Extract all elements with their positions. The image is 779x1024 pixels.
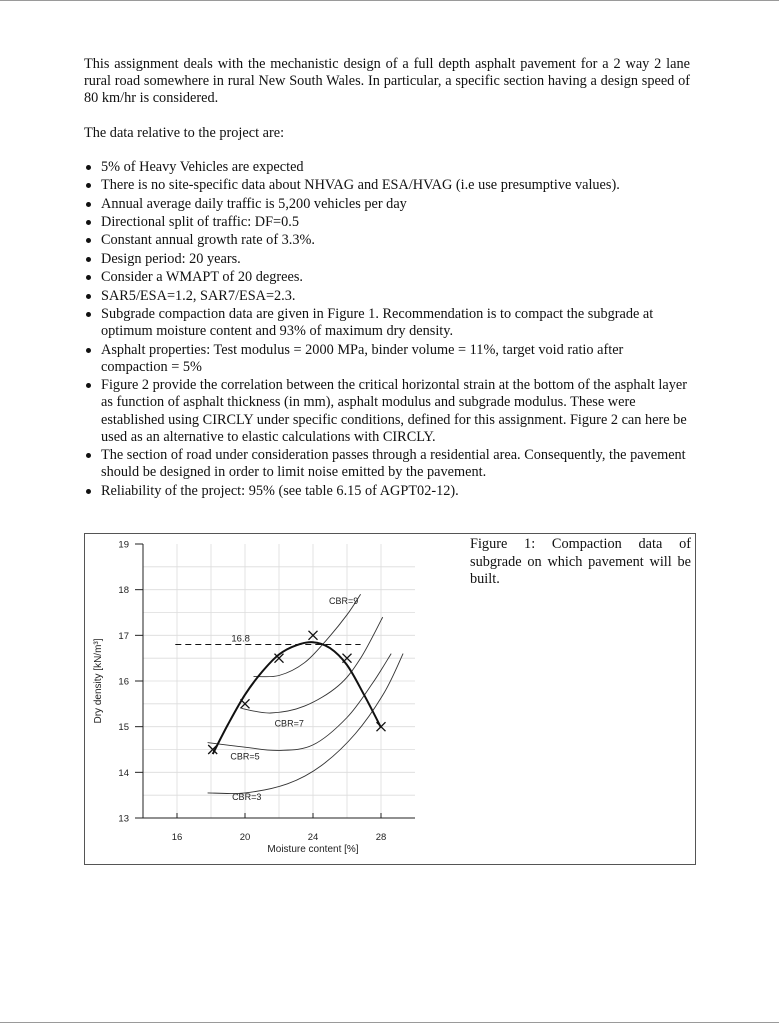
chart-labels: [230, 596, 358, 802]
x-tick-label: 28: [375, 832, 387, 843]
max-density-label: 16.8: [231, 633, 250, 645]
bullet-dot-icon: [86, 383, 91, 388]
y-tick-label: 14: [118, 767, 129, 779]
bullet-text: Figure 2 provide the correlation between the critical horizontal strain at the bottom of the asphalt layer as function of asphalt thickness (in mm), asphalt modulus and subgrade modulus. These were established using CIRCLY under specific conditions, defined for this assignment. Figure 2 can here be used as an alternative to elastic calculations with CIRCLY.: [101, 377, 687, 445]
bullet-text: Directional split of traffic: DF=0.5: [101, 213, 299, 230]
series-label: CBR=3: [232, 791, 262, 802]
bullet-text: Subgrade compaction data are given in Figure 1. Recommendation is to compact the subgrade at optimum moisture content and 93% of maximum dry density.: [101, 305, 654, 340]
bullet-text: Design period: 20 years.: [101, 250, 241, 267]
bullet-text: SAR5/ESA=1.2, SAR7/ESA=2.3.: [101, 287, 296, 304]
bullet-dot-icon: [86, 183, 91, 188]
y-tick-label: 13: [118, 813, 129, 825]
bullet-item: [84, 447, 690, 481]
series-label: CBR=9: [328, 596, 359, 607]
y-tick-label: 18: [118, 585, 129, 597]
bullet-dot-icon: [86, 294, 91, 299]
bullet-item: [84, 288, 690, 305]
bullet-item: [84, 196, 690, 213]
bullet-text: Reliability of the project: 95% (see table 6.15 of AGPT02-12).: [101, 482, 459, 499]
bullet-text: Annual average daily traffic is 5,200 vehicles per day: [101, 195, 407, 212]
project-data-list: [84, 159, 690, 500]
x-tick-label: 16: [171, 832, 183, 843]
intro-paragraph: This assignment deals with the mechanistic design of a full depth asphalt pavement for a 2 way 2 lane rural road somewhere in rural New South Wales. In particular, a specific section having a design speed of 80 km/hr is considered.: [84, 56, 690, 107]
bullet-dot-icon: [86, 202, 91, 207]
bullet-dot-icon: [86, 220, 91, 225]
bullet-text: Asphalt properties: Test modulus = 2000 MPa, binder volume = 11%, target void ratio after compaction = 5%: [101, 341, 624, 375]
data-lead-sentence: The data relative to the project are:: [84, 124, 285, 141]
bullet-item: [84, 342, 690, 376]
chart-curves: [175, 594, 403, 793]
figure-1-box: [84, 533, 696, 865]
compaction-curve: [213, 642, 381, 754]
bullet-dot-icon: [86, 275, 91, 280]
document-body: [84, 56, 690, 501]
bullet-text: Constant annual growth rate of 3.3%.: [101, 232, 316, 249]
curve-cbr-5: [208, 654, 392, 751]
y-tick-label: 19: [118, 539, 129, 551]
bullet-item: [84, 306, 690, 340]
y-tick-label: 17: [118, 630, 129, 642]
bullet-text: The section of road under consideration passes through a residential area. Consequently, the pavement should be designed in order to limit noise emitted by the pavement.: [101, 447, 686, 481]
bullet-item: [84, 159, 690, 176]
bullet-item: [84, 269, 690, 286]
page-top-edge: [0, 0, 779, 1]
bullet-item: [84, 251, 690, 268]
bullet-dot-icon: [86, 453, 91, 458]
bullet-item: [84, 177, 690, 194]
y-tick-label: 15: [118, 722, 129, 734]
bullet-text: 5% of Heavy Vehicles are expected: [101, 158, 304, 175]
bullet-item: [84, 232, 690, 249]
bullet-dot-icon: [86, 257, 91, 262]
series-label: CBR=5: [230, 751, 260, 762]
chart-axes: [93, 540, 415, 856]
series-label: CBR=7: [274, 718, 304, 729]
bullet-dot-icon: [86, 165, 91, 170]
page-bottom-edge: [0, 1022, 779, 1023]
bullet-dot-icon: [86, 489, 91, 494]
y-axis-title: Dry density [kN/m³]: [93, 638, 104, 724]
chart-markers: [208, 631, 385, 754]
y-tick-label: 16: [118, 676, 129, 688]
bullet-dot-icon: [86, 348, 91, 353]
bullet-dot-icon: [86, 238, 91, 243]
bullet-text: There is no site-specific data about NHVAG and ESA/HVAG (i.e use presumptive values).: [101, 177, 620, 194]
bullet-item: [84, 377, 690, 446]
figure-1-caption: Figure 1: Compaction data of subgrade on which pavement will be built.: [470, 536, 691, 587]
x-tick-label: 20: [239, 832, 251, 843]
x-tick-label: 24: [307, 832, 319, 843]
bullet-dot-icon: [86, 312, 91, 317]
x-axis-title: Moisture content [%]: [267, 844, 359, 855]
bullet-item: [84, 214, 690, 231]
bullet-item: [84, 483, 690, 500]
bullet-text: Consider a WMAPT of 20 degrees.: [101, 269, 303, 286]
